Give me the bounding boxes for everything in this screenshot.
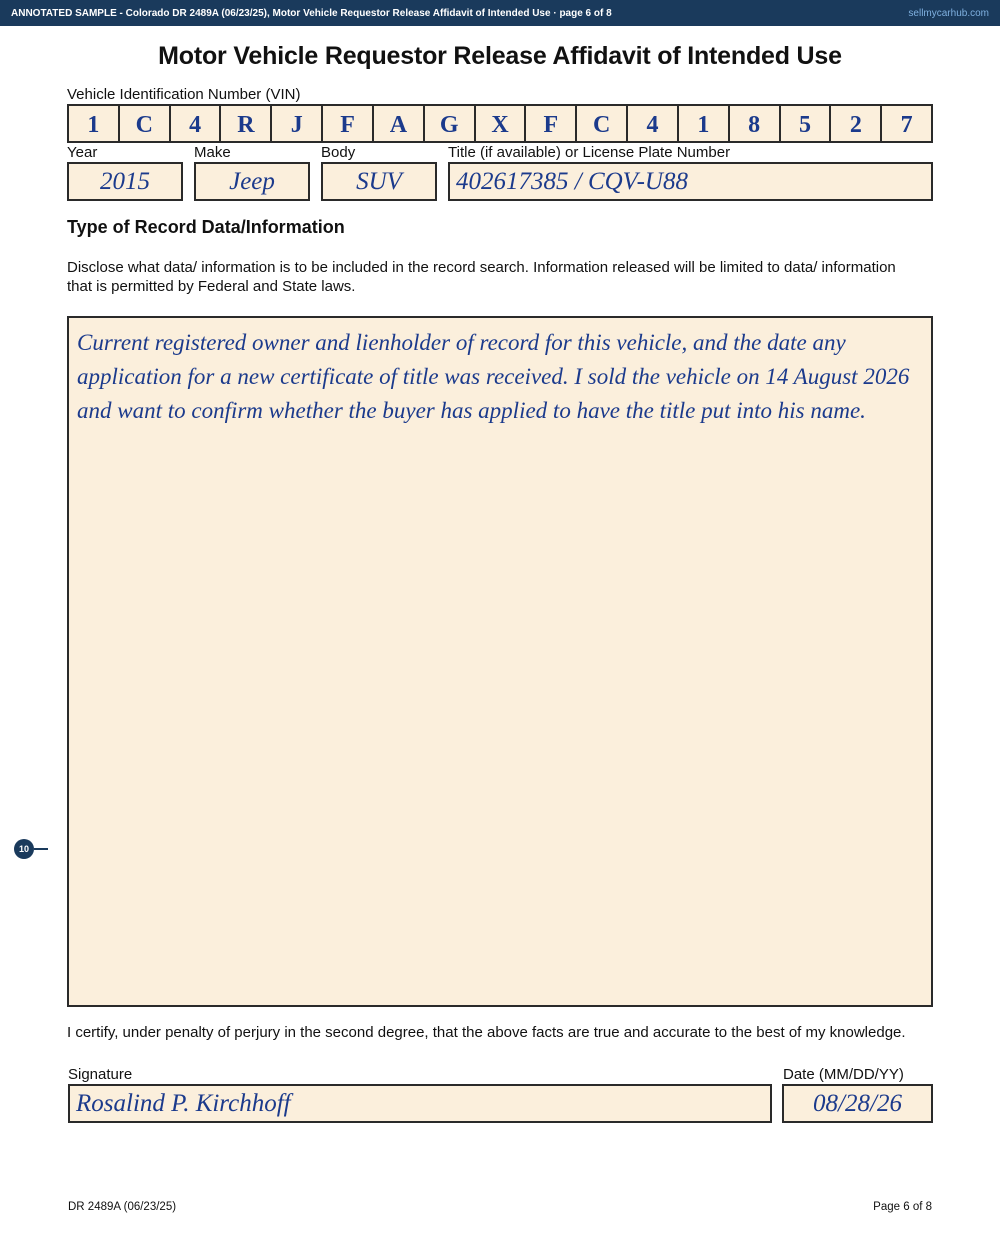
vin-char[interactable]: 8 <box>730 106 781 141</box>
vin-char[interactable]: 1 <box>679 106 730 141</box>
vin-char[interactable]: X <box>476 106 527 141</box>
vin-label: Vehicle Identification Number (VIN) <box>67 86 301 103</box>
vin-char[interactable]: 7 <box>900 111 913 138</box>
vin-char[interactable]: F <box>323 106 374 141</box>
vin-char[interactable]: C <box>577 106 628 141</box>
record-instructions: Disclose what data/ information is to be included in the record search. Information released will be limited to data/ information that is permitted by Federal and State laws. <box>67 259 896 295</box>
date-field[interactable] <box>782 1084 933 1123</box>
form-title: Motor Vehicle Requestor Release Affidavit of Intended Use <box>158 42 842 70</box>
body-field[interactable] <box>321 162 437 201</box>
signature-label: Signature <box>68 1066 133 1083</box>
year-value: 2015 <box>100 167 150 195</box>
make-label: Make <box>194 144 231 161</box>
title-plate-field[interactable] <box>448 162 933 201</box>
signature-value: Rosalind P. Kirchhoff <box>76 1089 291 1117</box>
make-value: Jeep <box>229 167 275 195</box>
title-plate-value: 402617385 / CQV-U88 <box>456 167 688 195</box>
certification-statement: I certify, under penalty of perjury in the second degree, that the above facts are true and accurate to the best of my knowledge. <box>67 1024 906 1041</box>
vin-char[interactable]: A <box>374 106 425 141</box>
body-label: Body <box>321 144 356 161</box>
vin-char[interactable]: 4 <box>171 106 222 141</box>
year-field[interactable] <box>67 162 183 201</box>
signature-field[interactable] <box>68 1084 772 1123</box>
vin-char[interactable]: C <box>120 106 171 141</box>
vin-char[interactable]: G <box>425 106 476 141</box>
make-field[interactable] <box>194 162 310 201</box>
record-heading: Type of Record Data/Information <box>67 217 345 237</box>
record-value: Current registered owner and lienholder of record for this vehicle, and the date any application for a new certificate of title was received. I sold the vehicle on 14 August 2026 and want to confirm whether the buyer has applied to have the title put into his name. <box>77 330 910 423</box>
body-value: SUV <box>356 167 402 195</box>
vin-char[interactable]: R <box>221 106 272 141</box>
date-label: Date (MM/DD/YY) <box>783 1066 904 1083</box>
site-link[interactable]: sellmycarhub.com <box>908 7 989 19</box>
title-plate-label: Title (if available) or License Plate Number <box>448 144 731 161</box>
footer-form-id: DR 2489A (06/23/25) <box>68 1201 177 1213</box>
vin-char[interactable]: 4 <box>628 106 679 141</box>
annotation-marker: 10 <box>14 839 34 859</box>
vin-char[interactable]: J <box>272 106 323 141</box>
year-label: Year <box>67 144 98 161</box>
vin-char[interactable]: 2 <box>831 106 882 141</box>
record-field[interactable] <box>67 316 933 1007</box>
date-value: 08/28/26 <box>813 1089 902 1117</box>
banner-text: ANNOTATED SAMPLE - Colorado DR 2489A (06/23/25), Motor Vehicle Requestor Release Affidavit of Intended Use · page 6 of 8 <box>11 7 612 19</box>
annotation-leader-line <box>34 848 48 850</box>
vin-field[interactable] <box>67 104 933 143</box>
vin-char[interactable]: 1 <box>69 106 120 141</box>
annotation-banner <box>0 0 1000 26</box>
vin-char[interactable]: 5 <box>781 106 832 141</box>
vin-char[interactable]: F <box>526 106 577 141</box>
footer-page-number: Page 6 of 8 <box>873 1201 932 1213</box>
